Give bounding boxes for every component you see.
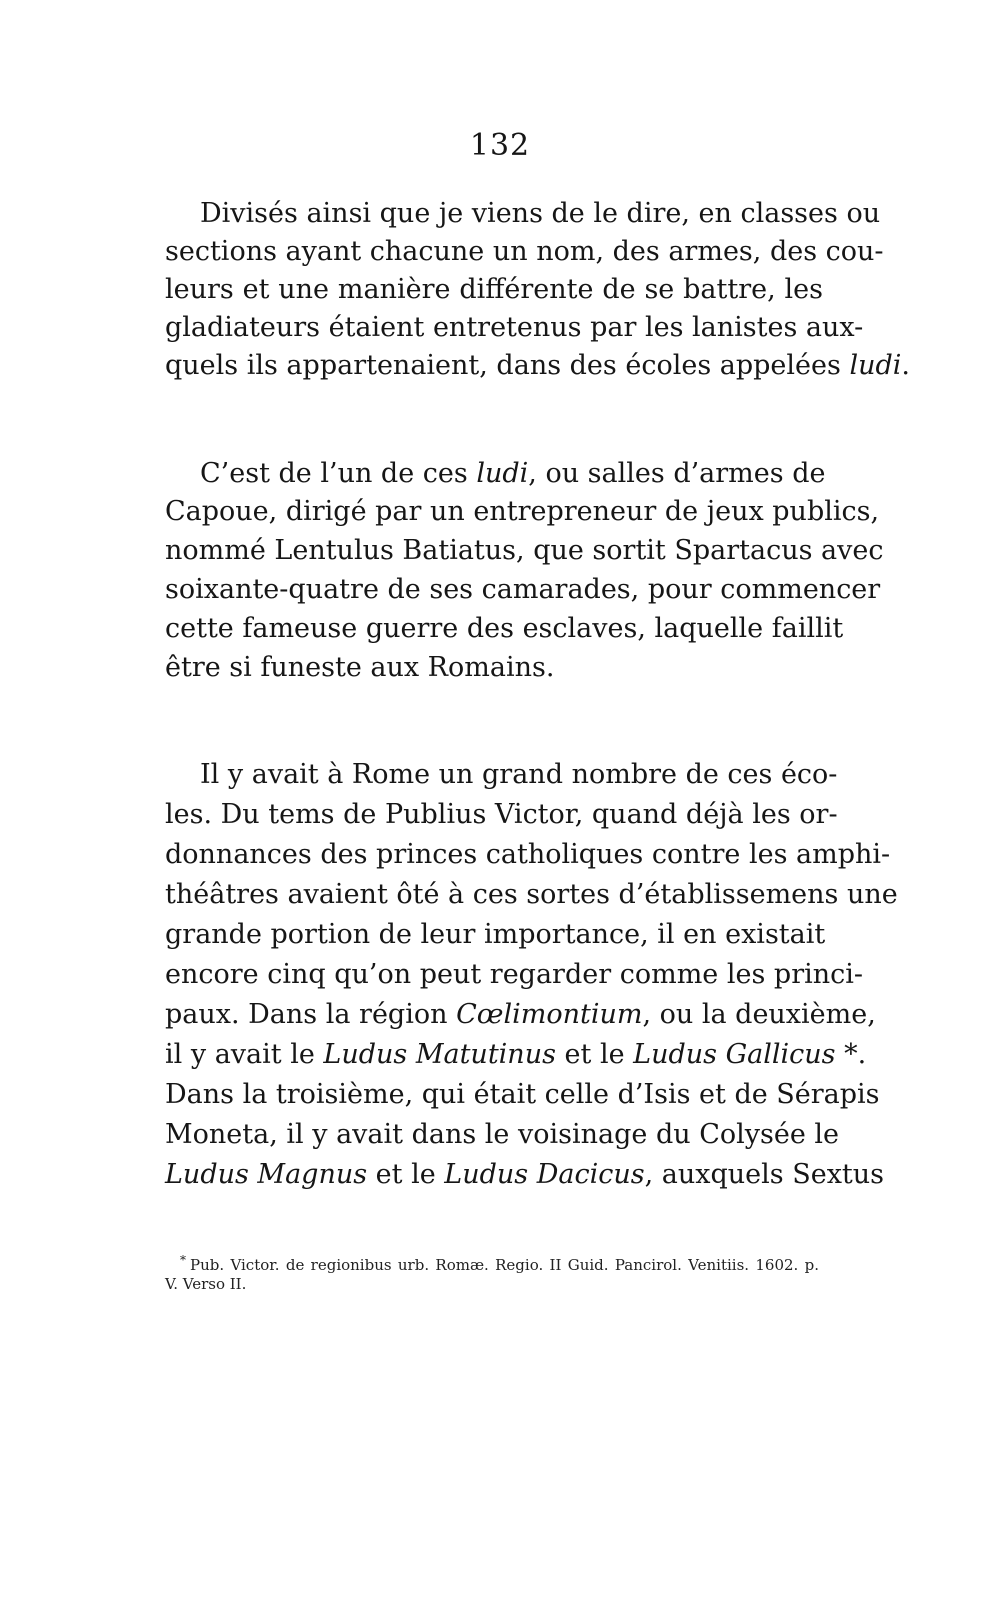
text-line: théâtres avaient ôté à ces sortes d’établissemens une bbox=[165, 879, 898, 910]
text-line: gladiateurs étaient entretenus par les lanistes aux- bbox=[165, 312, 864, 343]
footnote-reference: *. bbox=[835, 1039, 867, 1070]
text-line: nommé Lentulus Batiatus, que sortit Spartacus avec bbox=[165, 535, 884, 566]
italic-term: ludi bbox=[849, 350, 902, 381]
footnote-text: Pub. Victor. de regionibus urb. Romæ. Regio. II Guid. Pancirol. Venitiis. 1602. p. bbox=[190, 1256, 819, 1274]
text-line bbox=[165, 347, 910, 385]
footnote-line bbox=[180, 1250, 819, 1275]
footnote-line: V. Verso II. bbox=[165, 1275, 247, 1293]
text-line: grande portion de leur importance, il en existait bbox=[165, 919, 826, 950]
text-run: . bbox=[901, 350, 910, 381]
text-line bbox=[165, 1156, 885, 1194]
italic-term: Ludus Magnus bbox=[165, 1159, 368, 1190]
text-line: cette fameuse guerre des esclaves, laquelle faillit bbox=[165, 613, 844, 644]
text-line bbox=[165, 996, 876, 1034]
text-line: Moneta, il y avait dans le voisinage du Colysée le bbox=[165, 1119, 840, 1150]
text-run: , ou la deuxième, bbox=[642, 999, 876, 1030]
text-run: quels ils appartenaient, dans des écoles appelées bbox=[165, 350, 850, 381]
text-run: il y avait le bbox=[165, 1039, 324, 1070]
text-line: sections ayant chacune un nom, des armes, des cou- bbox=[165, 236, 884, 267]
italic-term: Cœlimontium bbox=[456, 999, 643, 1030]
italic-term: ludi bbox=[476, 458, 529, 489]
text-run: , ou salles d’armes de bbox=[528, 458, 826, 489]
text-line: Capoue, dirigé par un entrepreneur de jeux publics, bbox=[165, 496, 880, 527]
italic-term: Ludus Gallicus bbox=[633, 1039, 836, 1070]
text-run: et le bbox=[367, 1159, 445, 1190]
page-number: 132 bbox=[469, 128, 531, 163]
text-line: être si funeste aux Romains. bbox=[165, 652, 555, 683]
text-line bbox=[200, 455, 826, 493]
text-line: encore cinq qu’on peut regarder comme les princi- bbox=[165, 959, 864, 990]
text-line: Divisés ainsi que je viens de le dire, en classes ou bbox=[200, 198, 881, 229]
text-line: Dans la troisième, qui était celle d’Isis et de Sérapis bbox=[165, 1079, 880, 1110]
text-line: donnances des princes catholiques contre les amphi- bbox=[165, 839, 891, 870]
text-run: et le bbox=[555, 1039, 634, 1070]
italic-term: Ludus Matutinus bbox=[323, 1039, 556, 1070]
text-run: C’est de l’un de ces bbox=[200, 458, 477, 489]
text-line: leurs et une manière différente de se battre, les bbox=[165, 274, 823, 305]
text-line: Il y avait à Rome un grand nombre de ces éco- bbox=[200, 759, 838, 790]
footnote-mark: * bbox=[180, 1253, 186, 1267]
text-run: paux. Dans la région bbox=[165, 999, 457, 1030]
text-line bbox=[165, 1036, 867, 1074]
text-line: soixante-quatre de ses camarades, pour commencer bbox=[165, 574, 881, 605]
text-line: les. Du tems de Publius Victor, quand déjà les or- bbox=[165, 799, 838, 830]
text-run: , auxquels Sextus bbox=[644, 1159, 885, 1190]
italic-term: Ludus Dacicus bbox=[444, 1159, 645, 1190]
